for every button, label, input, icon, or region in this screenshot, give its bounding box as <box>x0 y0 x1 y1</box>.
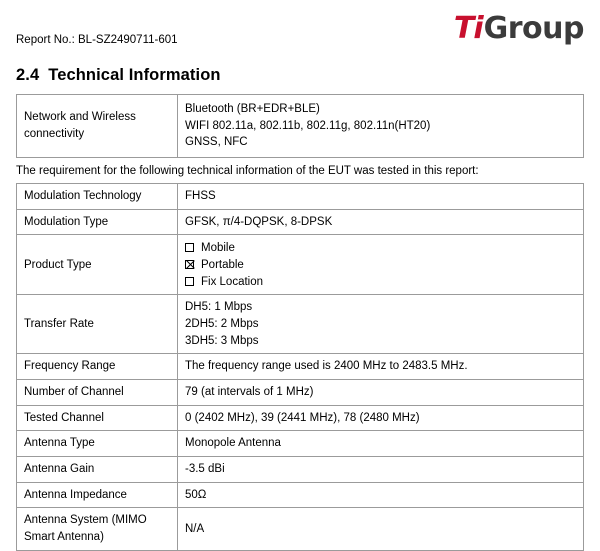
table-row <box>17 508 584 550</box>
spec-label: Antenna Type <box>17 431 178 457</box>
spec-label: Modulation Type <box>17 209 178 235</box>
table-row <box>17 295 584 354</box>
page-header <box>16 0 584 56</box>
spec-label: Antenna Gain <box>17 457 178 483</box>
table-row <box>17 457 584 483</box>
spec-value: 50Ω <box>178 482 584 508</box>
spec-label: Number of Channel <box>17 380 178 406</box>
technical-specs-table <box>16 183 584 551</box>
section-title-text: Technical Information <box>48 66 221 84</box>
network-connectivity-value <box>178 95 584 158</box>
spec-value: -3.5 dBi <box>178 457 584 483</box>
spec-value: GFSK, π/4-DQPSK, 8-DPSK <box>178 209 584 235</box>
option-label: Fix Location <box>201 275 264 288</box>
product-type-option-fix-location[interactable] <box>185 273 576 290</box>
spec-value: FHSS <box>178 184 584 210</box>
spec-value: Monopole Antenna <box>178 431 584 457</box>
spec-label: Antenna Impedance <box>17 482 178 508</box>
product-type-options <box>178 235 584 295</box>
option-label: Mobile <box>201 241 235 254</box>
checkbox-checked-icon[interactable] <box>185 260 194 269</box>
table-row <box>17 235 584 295</box>
table-row <box>17 380 584 406</box>
table-row <box>17 405 584 431</box>
connectivity-line: GNSS, NFC <box>185 136 248 149</box>
spec-label-line: Smart Antenna) <box>24 531 104 544</box>
checkbox-unchecked-icon[interactable] <box>185 277 194 286</box>
connectivity-line: Bluetooth (BR+EDR+BLE) <box>185 103 320 115</box>
transfer-rate-values <box>178 295 584 354</box>
spec-label: Tested Channel <box>17 405 178 431</box>
spec-label <box>17 508 178 550</box>
spec-value: 0 (2402 MHz), 39 (2441 MHz), 78 (2480 MHz) <box>178 405 584 431</box>
logo-ti-text: Ti <box>453 11 483 46</box>
ti-group-logo <box>453 11 584 46</box>
spec-label-line: Antenna System (MIMO <box>24 514 147 527</box>
product-type-option-mobile[interactable] <box>185 239 576 256</box>
transfer-rate-line: DH5: 1 Mbps <box>185 301 253 314</box>
product-type-option-portable[interactable] <box>185 256 576 273</box>
spec-value: 79 (at intervals of 1 MHz) <box>178 380 584 406</box>
table-row <box>17 95 584 158</box>
intro-paragraph: The requirement for the following technical information of the EUT was tested in this report: <box>16 165 479 178</box>
spec-label: Product Type <box>17 235 178 295</box>
logo-group-text: Group <box>483 11 584 46</box>
spec-value: N/A <box>178 508 584 550</box>
report-number: Report No.: BL-SZ2490711-601 <box>16 34 178 46</box>
connectivity-line: WIFI 802.11a, 802.11b, 802.11g, 802.11n(HT20) <box>185 119 431 132</box>
table-row <box>17 209 584 235</box>
spec-value: The frequency range used is 2400 MHz to 2483.5 MHz. <box>178 354 584 380</box>
network-connectivity-table <box>16 94 584 158</box>
transfer-rate-line: 2DH5: 2 Mbps <box>185 318 259 331</box>
table-row <box>17 354 584 380</box>
table-row <box>17 184 584 210</box>
transfer-rate-line: 3DH5: 3 Mbps <box>185 334 259 347</box>
table-row <box>17 431 584 457</box>
option-label: Portable <box>201 258 244 271</box>
spec-label: Modulation Technology <box>17 184 178 210</box>
spec-label: Transfer Rate <box>17 295 178 354</box>
spec-label: Frequency Range <box>17 354 178 380</box>
table-row <box>17 482 584 508</box>
section-number: 2.4 <box>16 66 40 84</box>
checkbox-unchecked-icon[interactable] <box>185 243 194 252</box>
network-connectivity-label: Network and Wireless connectivity <box>17 95 178 158</box>
section-heading <box>16 66 584 85</box>
